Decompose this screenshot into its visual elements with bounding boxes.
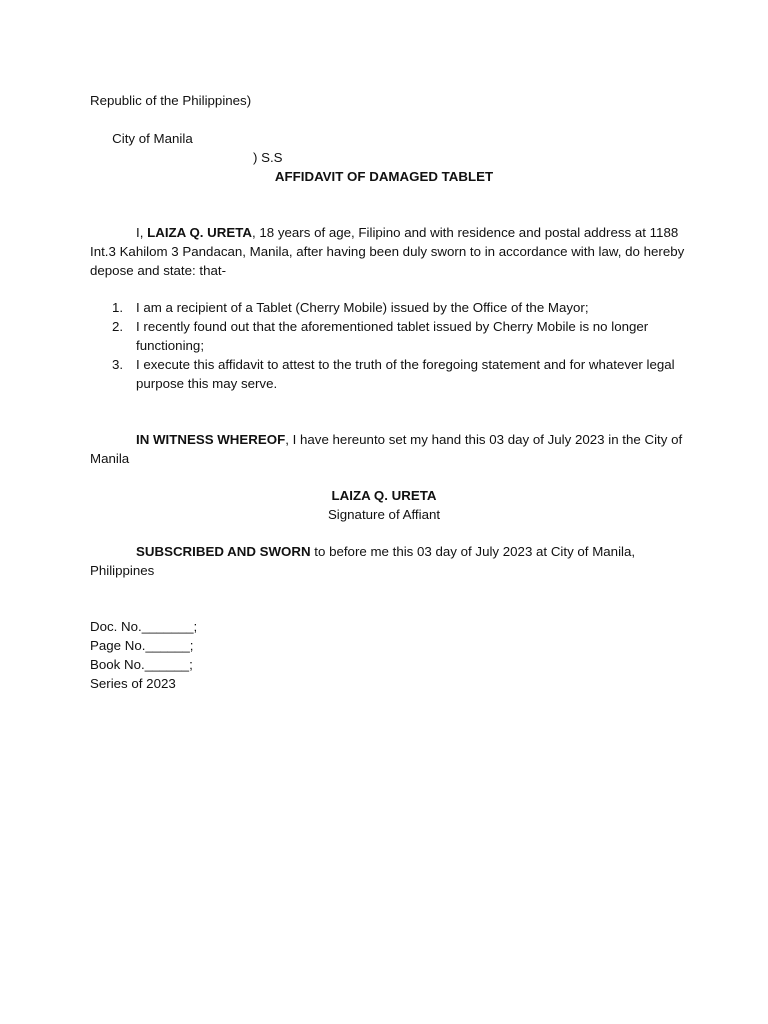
list-item [90, 298, 690, 317]
list-item-number: 2. [112, 319, 124, 334]
sworn-text: to before me this 03 day of July 2023 at City of Manila, Philippines [90, 544, 636, 578]
witness-text: , I have hereunto set my hand this 03 day of July 2023 in the City of Manila [90, 432, 683, 466]
signature-caption: Signature of Affiant [327, 507, 441, 522]
list-item-number: 1. [112, 300, 124, 315]
notary-block [90, 617, 690, 693]
list-item-text: I am a recipient of a Tablet (Cherry Mobile) issued by the Office of the Mayor; [136, 300, 589, 315]
series-year: Series of 2023 [90, 676, 176, 691]
sworn-heading: SUBSCRIBED AND SWORN [136, 544, 311, 559]
intro-prefix: I, [136, 225, 148, 240]
list-item [90, 317, 690, 355]
signature-block [0, 486, 768, 524]
venue-republic: Republic of the Philippines) [90, 93, 252, 108]
list-item-number: 3. [112, 357, 124, 372]
list-item-text: I execute this affidavit to attest to the truth of the foregoing statement and for whatever legal purpose this may serve. [136, 357, 675, 391]
intro-rest: , 18 years of age, Filipino and with residence and postal address at 1188 Int.3 Kahilom 3 Pandacan, Manila, after having been duly sworn to in accordance with law, do hereby depose and state: that- [90, 225, 685, 278]
sworn-paragraph [90, 542, 690, 580]
signature-name: LAIZA Q. URETA [331, 488, 437, 503]
statement-list [90, 298, 690, 393]
doc-number: Doc. No._______; [90, 619, 198, 634]
intro-paragraph [90, 223, 690, 280]
document-title: AFFIDAVIT OF DAMAGED TABLET [274, 169, 494, 184]
book-number: Book No.______; [90, 657, 193, 672]
list-item-text: I recently found out that the aforementioned tablet issued by Cherry Mobile is no longer functioning; [136, 319, 649, 353]
page-number: Page No.______; [90, 638, 194, 653]
venue-city: City of Manila [112, 131, 193, 146]
list-item [90, 355, 690, 393]
witness-heading: IN WITNESS WHEREOF [136, 432, 286, 447]
affiant-name: LAIZA Q. URETA [147, 225, 252, 240]
venue-ss: ) S.S [253, 150, 283, 165]
witness-paragraph [90, 430, 690, 468]
